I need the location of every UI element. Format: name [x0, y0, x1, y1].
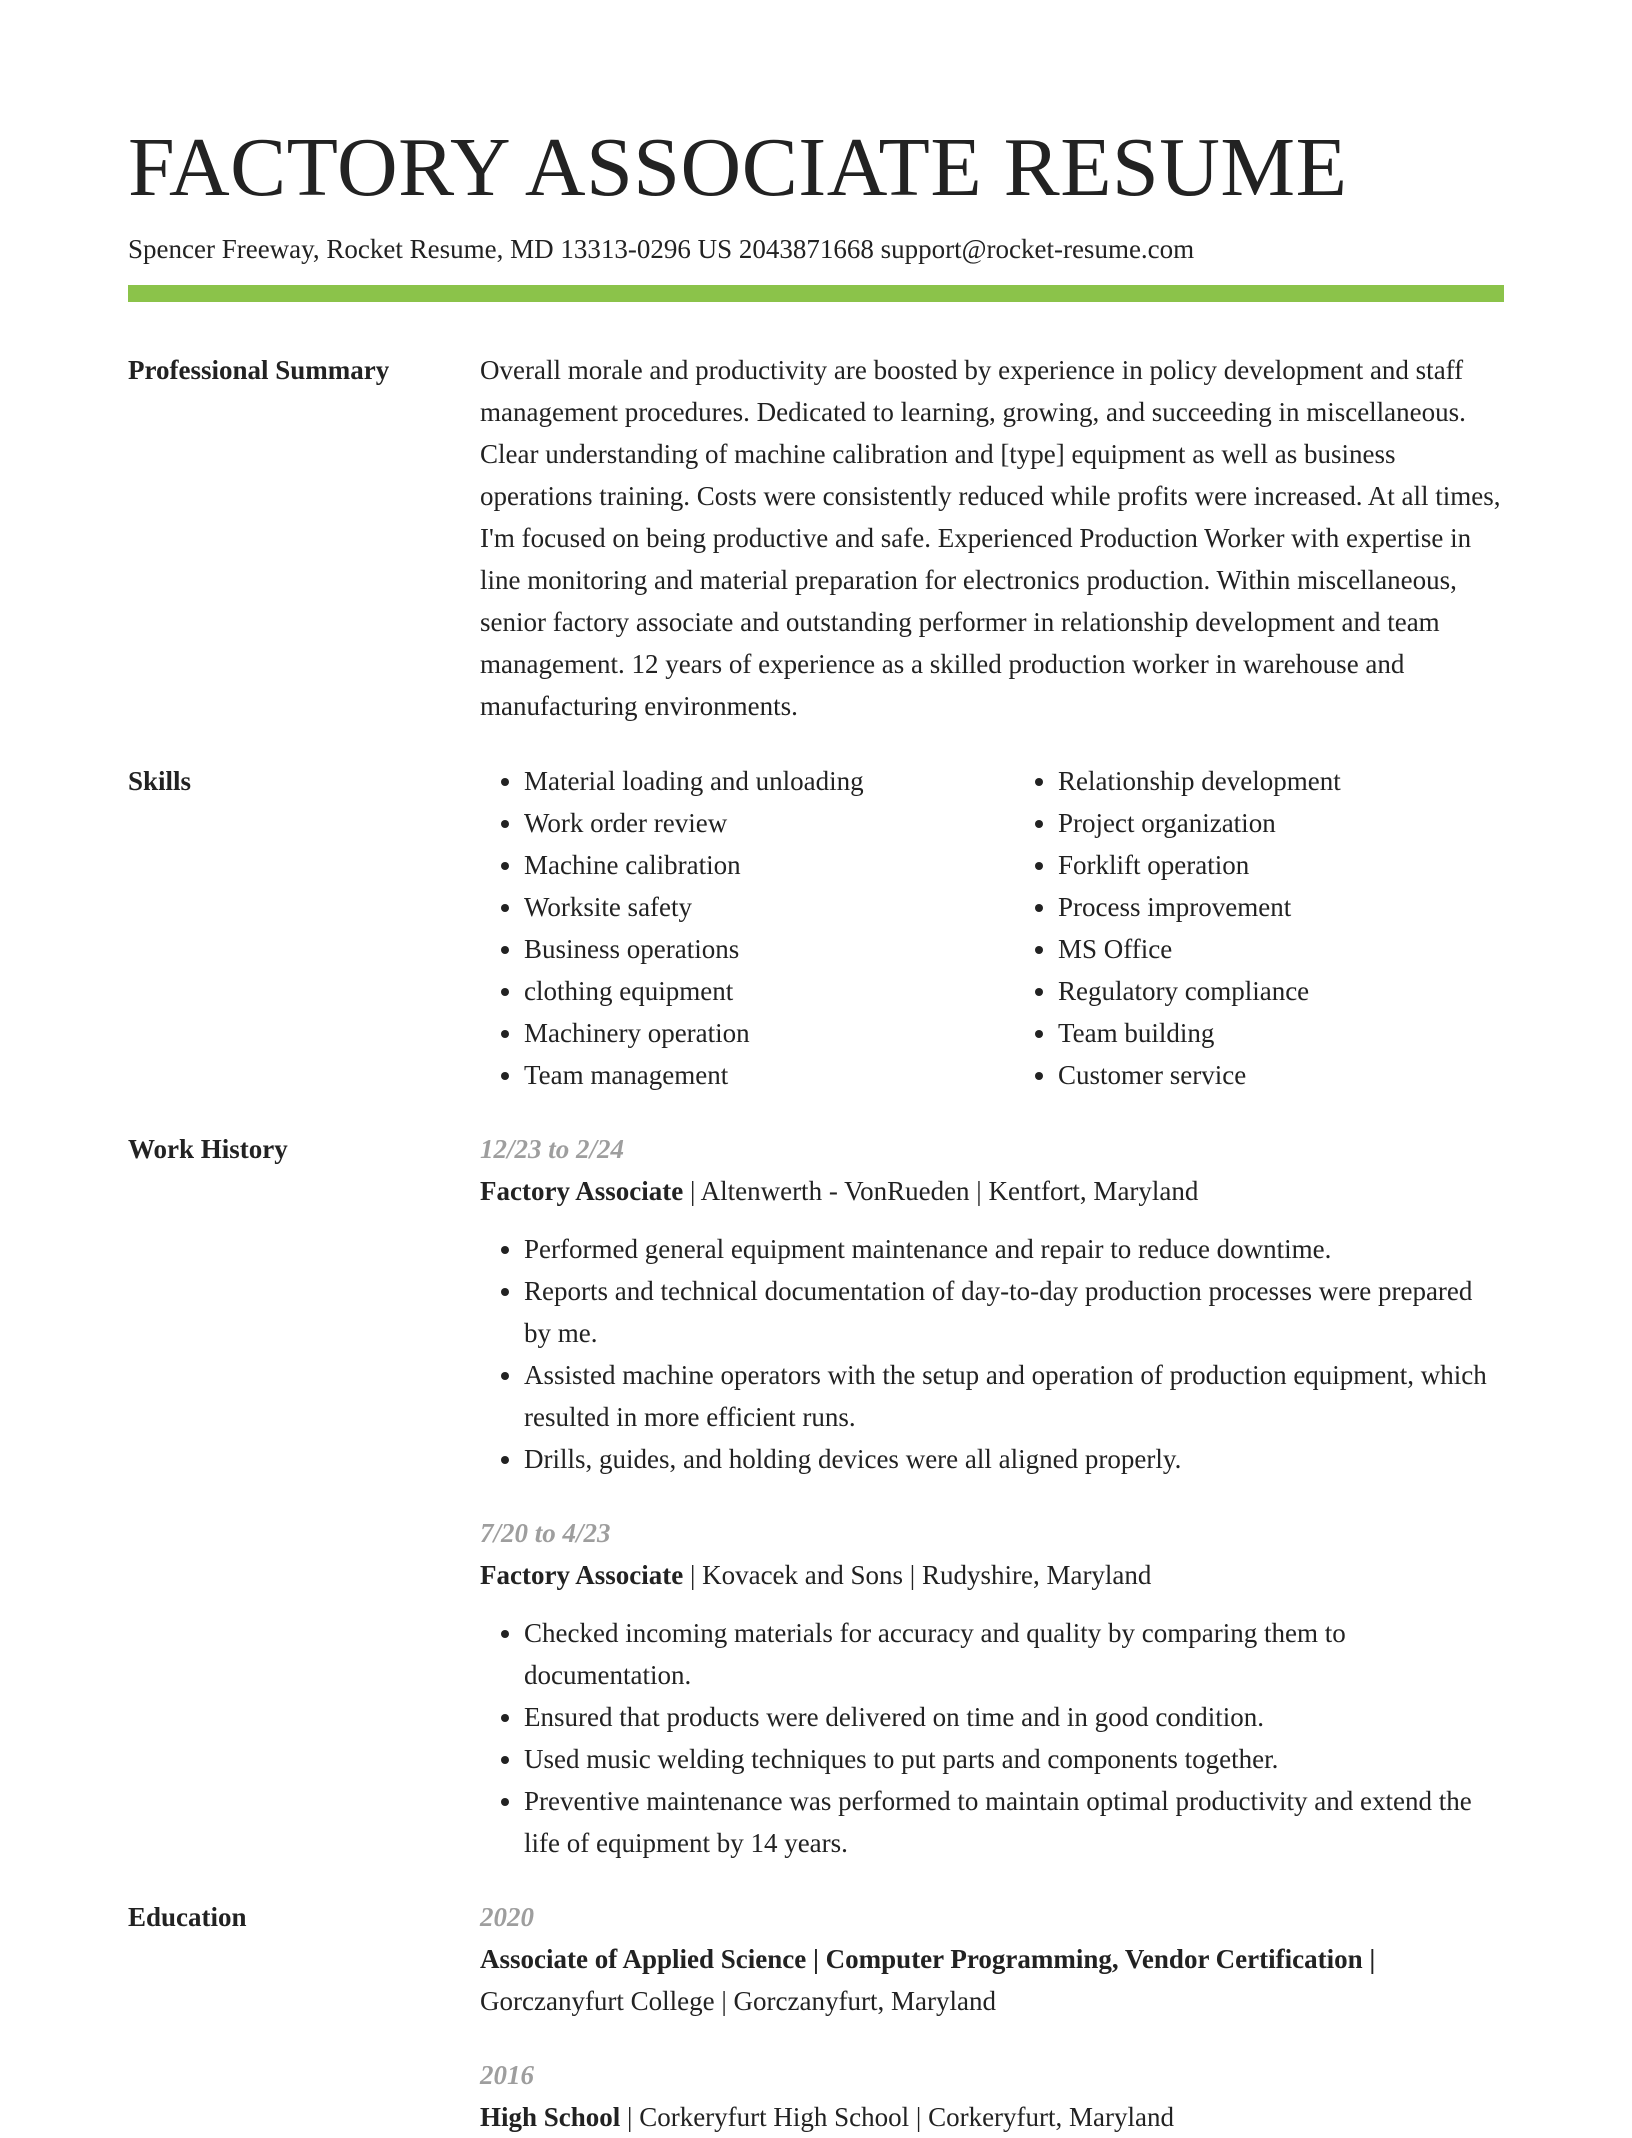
contact-phone: 2043871668 — [738, 234, 874, 264]
contact-email[interactable]: support@rocket-resume.com — [880, 234, 1195, 264]
skill-item: • Project organization — [1058, 802, 1504, 844]
job-company-location: | Altenwerth - VonRueden | Kentfort, Maryland — [683, 1176, 1199, 1206]
education-entry — [480, 1896, 1504, 2022]
resume-title: FACTORY ASSOCIATE RESUME — [128, 121, 1348, 214]
job-heading — [480, 1170, 1504, 1212]
job-bullet: • Assisted machine operators with the setup and operation of production equipment, which resulted in more efficient runs. — [524, 1354, 1504, 1438]
job-bullets — [480, 1612, 1504, 1864]
education-label: Education — [128, 1902, 247, 1932]
skill-item: • Business operations — [524, 928, 970, 970]
skills-label: Skills — [128, 766, 192, 796]
contact-line — [128, 231, 1194, 267]
job-bullet: • Reports and technical documentation of day-to-day production processes were prepared by me. — [524, 1270, 1504, 1354]
education-entry — [480, 2054, 1504, 2138]
job-bullets — [480, 1228, 1504, 1480]
job-title: Factory Associate — [480, 1176, 684, 1206]
skill-item: • MS Office — [1058, 928, 1504, 970]
skill-item: • clothing equipment — [524, 970, 970, 1012]
summary-text: Overall morale and productivity are boosted by experience in policy development and staff management procedures. Dedicated to learning, growing, and succeeding in miscellaneous. Clear understanding of machine calibration and [type] equipment as well as business operations training. Costs were consistently reduced while profits were increased. At all times, I'm focused on being productive and safe. Experienced Production Worker with expertise in line monitoring and material preparation for electronics production. Within miscellaneous, senior factory associate and outstanding performer in relationship development and team management. 12 years of experience as a skilled production worker in warehouse and manufacturing environments. — [480, 355, 1501, 721]
skill-item: • Relationship development — [1058, 760, 1504, 802]
skill-item: • Process improvement — [1058, 886, 1504, 928]
skills-list-right — [1014, 760, 1504, 1096]
education-degree: High School — [480, 2102, 621, 2132]
skills-columns — [480, 760, 1504, 1096]
job-title: Factory Associate — [480, 1560, 684, 1590]
job-entry — [480, 1128, 1504, 1480]
education-degree: Associate of Applied Science | Computer Programming, Vendor Certification | — [480, 1944, 1376, 1974]
skill-item: • Work order review — [524, 802, 970, 844]
skills-body — [480, 760, 1504, 1096]
job-heading — [480, 1554, 1504, 1596]
skill-item: • Regulatory compliance — [1058, 970, 1504, 1012]
job-bullet: • Performed general equipment maintenance and repair to reduce downtime. — [524, 1228, 1504, 1270]
job-bullet: • Ensured that products were delivered on time and in good condition. — [524, 1696, 1504, 1738]
summary-body — [480, 349, 1504, 727]
work-history-label: Work History — [128, 1134, 288, 1164]
skill-item: • Machinery operation — [524, 1012, 970, 1054]
contact-address: Spencer Freeway, Rocket Resume, MD 13313-0296 US — [128, 234, 733, 264]
job-entry — [480, 1512, 1504, 1864]
job-dates: 12/23 to 2/24 — [480, 1134, 625, 1164]
job-dates: 7/20 to 4/23 — [480, 1518, 611, 1548]
skills-list-left — [480, 760, 970, 1096]
skill-item: • Team management — [524, 1054, 970, 1096]
education-body — [480, 1896, 1504, 2138]
education-heading — [480, 2096, 1504, 2138]
skill-item: • Team building — [1058, 1012, 1504, 1054]
job-bullet: • Drills, guides, and holding devices were all aligned properly. — [524, 1438, 1504, 1480]
education-year: 2020 — [480, 1902, 534, 1932]
skill-item: • Forklift operation — [1058, 844, 1504, 886]
skill-item: • Material loading and unloading — [524, 760, 970, 802]
skill-item: • Machine calibration — [524, 844, 970, 886]
job-bullet: • Used music welding techniques to put parts and components together. — [524, 1738, 1504, 1780]
education-school: Gorczanyfurt College | Gorczanyfurt, Maryland — [480, 1986, 996, 2016]
job-company-location: | Kovacek and Sons | Rudyshire, Maryland — [683, 1560, 1152, 1590]
skill-item: • Customer service — [1058, 1054, 1504, 1096]
skill-item: • Worksite safety — [524, 886, 970, 928]
education-year: 2016 — [480, 2060, 534, 2090]
work-history-body — [480, 1128, 1504, 1864]
summary-label: Professional Summary — [128, 355, 390, 385]
education-school: | Corkeryfurt High School | Corkeryfurt, Maryland — [620, 2102, 1174, 2132]
job-bullet: • Preventive maintenance was performed to maintain optimal productivity and extend the life of equipment by 14 years. — [524, 1780, 1504, 1864]
header-divider — [128, 285, 1504, 302]
job-bullet: • Checked incoming materials for accuracy and quality by comparing them to documentation. — [524, 1612, 1504, 1696]
